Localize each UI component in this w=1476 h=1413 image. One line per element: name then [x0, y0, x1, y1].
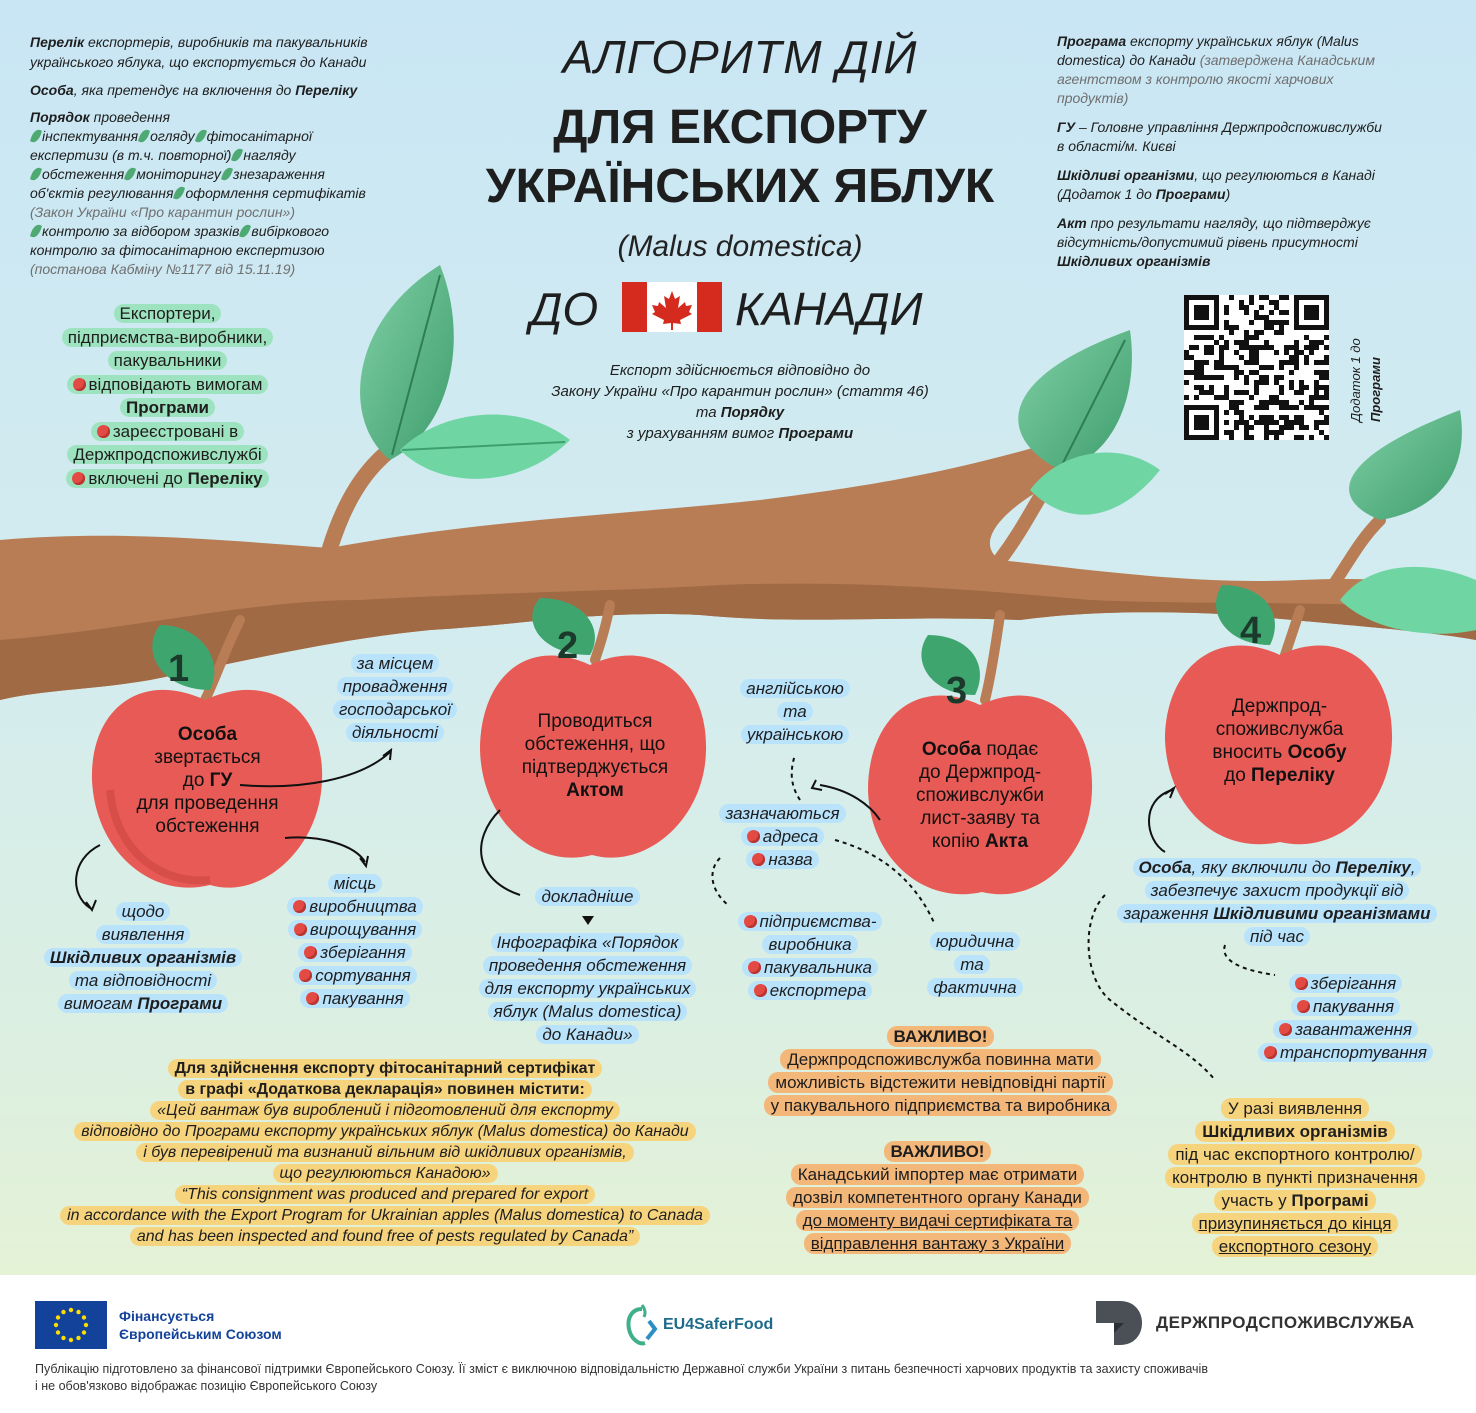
apple-bullet-icon	[97, 425, 110, 438]
left-definitions	[30, 32, 450, 279]
title-to: ДО	[530, 283, 599, 335]
apple-bullet-icon	[754, 984, 767, 997]
apple-bullet-icon	[1297, 1000, 1310, 1013]
step-2-text: Проводиться обстеження, що підтверджується Актом	[521, 711, 669, 801]
exporters-box: Експортери, підприємства-виробники, пакувальники відповідають вимогам Програми зареєстровані в Держпродспоживслужбі включені до Переліку	[30, 302, 305, 490]
step3-legal-note: юридична та фактична	[915, 930, 1035, 999]
apple-bullet-icon	[748, 961, 761, 974]
step4-stages-note: зберігання пакування завантаження транспортування	[1238, 972, 1453, 1064]
apple-bullet-icon	[306, 992, 319, 1005]
def-act: Акт про результати нагляду, що підтверджує відсутність/допустимий рівень присутності Шкідливих організмів	[1057, 215, 1371, 269]
step1-place-note: за місцем провадження господарської діяльності	[320, 652, 470, 744]
leaf-icon	[239, 223, 251, 239]
def-program: Програма експорту українських яблук (Malus domestica) до Канади (затверджена Канадським агентством з контролю якості харчових продуктів)	[1057, 33, 1375, 106]
def-person: Особа, яка претендує на включення до Переліку	[30, 82, 358, 98]
apple-bullet-icon	[752, 853, 765, 866]
qr-caption: Додаток 1 до Програми	[1348, 338, 1383, 422]
step1-regard-note: щодо виявлення Шкідливих організмів та відповідності вимогам Програми	[28, 900, 258, 1015]
leaf-icon	[194, 128, 206, 144]
apple-bullet-icon	[293, 900, 306, 913]
important-box-2: ВАЖЛИВО! Канадський імпортер має отримати дозвіл компетентного органу Канади до моменту видачі сертифіката та відправлення вантажу з України	[740, 1140, 1135, 1255]
eu-flag-icon	[35, 1301, 107, 1349]
step3-kinds-note: підприємства- виробника пакувальника експортера	[720, 910, 900, 1002]
apple-bullet-icon	[744, 915, 757, 928]
dpss-icon	[1094, 1299, 1144, 1347]
leaf-icon	[30, 223, 42, 239]
leaf-icon	[30, 128, 42, 144]
leaf-icon	[221, 166, 233, 182]
apple-bullet-icon	[299, 969, 312, 982]
eu-logo[interactable]	[35, 1301, 282, 1349]
title-country: КАНАДИ	[735, 283, 923, 335]
title-block	[455, 30, 1025, 264]
certificate-block: Для здійснення експорту фітосанітарний сертифікат в графі «Додаткова декларація» повинен містити: «Цей вантаж був вироблений і підготовлений для експорту відповідно до Програми експорту українських яблук (Malus domestica) до Канади і був перевірений та визнаний вільним від шкідливих організмів, що регулюються Канадою» “This consignment was produced and prepared for export in accordance with the Export Program for Ukrainian apples (Malus domestica) to Canada and has been inspected and found free of pests regulated by Canada”	[30, 1058, 740, 1247]
leaf-icon	[30, 166, 42, 182]
step1-sites-note: місць виробництва вирощування зберігання сортування пакування	[265, 872, 445, 1010]
canada-flag-icon	[622, 282, 722, 332]
step-number-2: 2	[557, 625, 579, 667]
step4-protection-note: Особа, яку включили до Переліку, забезпечує захист продукції від зараження Шкідливими організмами під час	[1092, 856, 1462, 948]
def-pests: Шкідливі організми, що регулюються в Канаді (Додаток 1 до Програми)	[1057, 167, 1375, 202]
title-latin: (Malus domestica)	[617, 230, 863, 263]
apple-bullet-icon	[73, 378, 86, 391]
apple-bullet-icon	[294, 923, 307, 936]
dpss-text: ДЕРЖПРОДСПОЖИВСЛУЖБА	[1156, 1313, 1415, 1332]
dpss-logo[interactable]	[1094, 1299, 1415, 1347]
leaf-icon	[173, 185, 185, 201]
leaf-icon	[231, 147, 243, 163]
step4-detection-note: У разі виявлення Шкідливих організмів під час експортного контролю/ контролю в пункті призначення участь у Програмі призупиняється до кінця експортного сезону	[1140, 1097, 1450, 1258]
title-line-1: АЛГОРИТМ ДІЙ	[562, 31, 918, 83]
important-box-1: ВАЖЛИВО! Держпродспоживслужба повинна мати можливість відстежити невідповідні партії у пакувального підприємства та виробника	[728, 1025, 1153, 1117]
title-line-2: ДЛЯ ЕКСПОРТУ	[553, 101, 927, 154]
def-procedure: Порядок проведення інспектування огляду фітосанітарної експертизи (в т.ч. повторної) нагляду обстеження моніторингу знезараження об'єктів регулювання оформлення сертифікатів (Закон України «Про карантин рослин») контролю за відбором зразків вибіркового контролю за фітосанітарною експертизою (постанова Кабміну №1177 від 15.11.19)	[30, 109, 366, 277]
step-number-3: 3	[946, 670, 968, 712]
step-4-text: Держпрод- споживслужба вносить Особу до Переліку	[1212, 696, 1347, 786]
step3-lang-note: англійською та українською	[725, 677, 865, 746]
apple-bullet-icon	[72, 472, 85, 485]
leaf-icon	[138, 128, 150, 144]
eu-line-1: Фінансується	[119, 1308, 215, 1324]
step2-more-note[interactable]: докладніше Інфографіка «Порядок проведення обстеження для експорту українських яблук (Malus domestica) до Канади»	[465, 885, 710, 1046]
title-line-3: УКРАЇНСЬКИХ ЯБЛУК	[485, 160, 995, 213]
apple-bullet-icon	[304, 946, 317, 959]
leaf	[1018, 330, 1132, 470]
apple-bullet-icon	[1279, 1023, 1292, 1036]
step3-indicated-note: зазначаються адреса назва	[700, 802, 865, 871]
step-number-1: 1	[168, 648, 190, 690]
step-number-4: 4	[1240, 610, 1262, 652]
def-list: Перелік експортерів, виробників та пакувальників українського яблука, що експортується до Канади	[30, 34, 368, 70]
qr-code[interactable]	[1184, 295, 1329, 440]
intro-text: Експорт здійснюється відповідно до Закону України «Про карантин рослин» (стаття 46) та Порядку з урахуванням вимог Програми	[551, 362, 929, 442]
step-1-text: Особа звертається до ГУ для проведення обстеження	[136, 724, 279, 837]
footer	[0, 1275, 1476, 1413]
eu4saferfood-logo[interactable]	[625, 1303, 773, 1347]
saferfood-text: EU4SaferFood	[663, 1316, 774, 1333]
eu-line-2: Європейським Союзом	[119, 1326, 282, 1342]
apple-bullet-icon	[1264, 1046, 1277, 1059]
step-3-text: Особа подає до Держпрод- споживслужби лист-заяву та копію Акта	[915, 739, 1045, 852]
leaf-icon	[124, 166, 136, 182]
disclaimer: Публікацію підготовлено за фінансової підтримки Європейського Союзу. Її зміст є виключною відповідальністю Державної служби України з питань безпечності харчових продуктів та захисту споживачів і не обов'язково відображає позицію Європейського Союзу	[35, 1362, 1208, 1393]
def-gu: ГУ – Головне управління Держпродспоживслужби в області/м. Києві	[1057, 119, 1382, 154]
apple-bullet-icon	[747, 830, 760, 843]
apple-bullet-icon	[1295, 977, 1308, 990]
arrow-down-icon	[582, 916, 594, 925]
right-definitions	[1057, 32, 1467, 271]
saferfood-icon	[625, 1303, 659, 1347]
